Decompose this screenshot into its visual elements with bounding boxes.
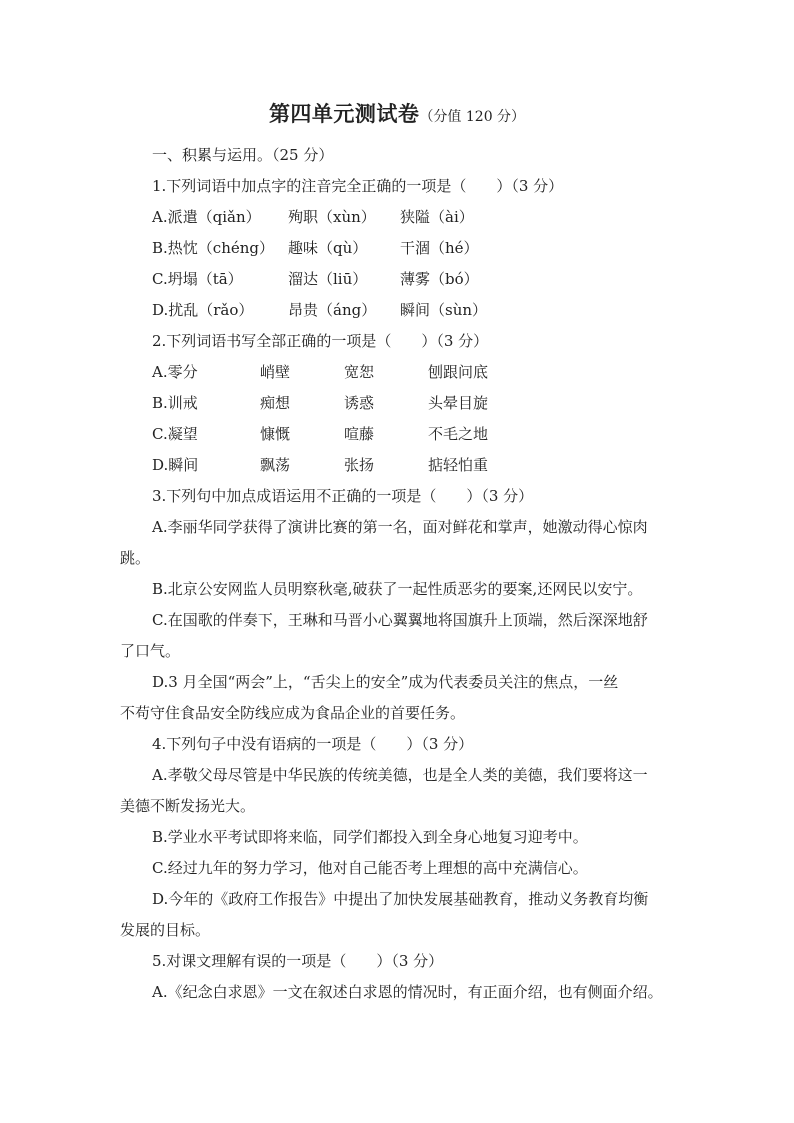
q5-stem: 5.对课文理解有误的一项是（ ）（3 分） — [152, 952, 444, 970]
q2-option-b-4: 头晕目旋 — [428, 394, 489, 412]
q1-option-c-2: 溜达（liū） — [288, 270, 368, 288]
q1-option-d-2: 昂贵（áng） — [288, 301, 377, 319]
q2-option-d-2: 飘荡 — [260, 456, 291, 474]
q1-option-a-3: 狭隘（ài） — [400, 208, 474, 226]
q2-option-c-4: 不毛之地 — [428, 425, 489, 443]
q2-option-c-2: 慷慨 — [260, 425, 291, 443]
q2-option-d-4: 掂轻怕重 — [428, 456, 489, 474]
q2-option-c-1: C.凝望 — [152, 425, 198, 443]
exam-title-main: 第四单元测试卷 — [268, 101, 420, 126]
q1-option-d-1: D.扰乱（rǎo） — [152, 301, 254, 319]
q3-option-c: C.在国歌的伴奏下，王琳和马晋小心翼翼地将国旗升上顶端，然后深深地舒 — [152, 611, 648, 629]
q2-option-a-4: 刨跟问底 — [428, 363, 489, 381]
q4-option-c: C.经过九年的努力学习，他对自己能否考上理想的高中充满信心。 — [152, 859, 588, 877]
q4-option-b: B.学业水平考试即将来临，同学们都投入到全身心地复习迎考中。 — [152, 828, 588, 846]
q3-option-c-cont: 了口气。 — [120, 642, 181, 660]
q3-option-a: A.李丽华同学获得了演讲比赛的第一名，面对鲜花和掌声，她激动得心惊肉 — [152, 518, 648, 536]
q2-option-b-2: 痴想 — [260, 394, 291, 412]
q1-option-a-2: 殉职（xùn） — [288, 208, 376, 226]
q4-option-a-cont: 美德不断发扬光大。 — [120, 797, 256, 815]
q1-option-a-1: A.派遣（qiǎn） — [152, 208, 261, 226]
q2-option-d-3: 张扬 — [344, 456, 375, 474]
q2-option-a-3: 宽恕 — [344, 363, 375, 381]
q2-option-a-1: A.零分 — [152, 363, 198, 381]
q4-stem: 4.下列句子中没有语病的一项是（ ）（3 分） — [152, 735, 474, 753]
q3-option-b: B.北京公安网监人员明察秋毫,破获了一起性质恶劣的要案,还网民以安宁。 — [152, 580, 643, 598]
q3-option-d-cont: 不苟守住食品安全防线应成为食品企业的首要任务。 — [120, 704, 466, 722]
q3-option-d: D.3 月全国“两会”上，“舌尖上的安全”成为代表委员关注的焦点，一丝 — [152, 673, 619, 691]
q2-option-d-1: D.瞬间 — [152, 456, 199, 474]
q1-stem: 1.下列词语中加点字的注音完全正确的一项是（ ）（3 分） — [152, 177, 564, 195]
q1-option-b-3: 干涸（hé） — [400, 239, 479, 257]
q3-stem: 3.下列句中加点成语运用不正确的一项是（ ）（3 分） — [152, 487, 534, 505]
q1-option-b-1: B.热忱（chéng） — [152, 239, 274, 257]
q4-option-d-cont: 发展的目标。 — [120, 921, 211, 939]
q1-option-c-3: 薄雾（bó） — [400, 270, 479, 288]
q4-option-d: D.今年的《政府工作报告》中提出了加快发展基础教育，推动义务教育均衡 — [152, 890, 649, 908]
exam-title-score: （分值 120 分） — [419, 109, 526, 125]
q2-option-b-3: 诱惑 — [344, 394, 375, 412]
q2-option-b-1: B.训戒 — [152, 394, 198, 412]
section-heading: 一、积累与运用。（25 分） — [152, 146, 334, 164]
q3-option-a-cont: 跳。 — [120, 549, 151, 567]
q4-option-a: A.孝敬父母尽管是中华民族的传统美德，也是全人类的美德，我们要将这一 — [152, 766, 648, 784]
q1-option-b-2: 趣味（qù） — [288, 239, 368, 257]
q1-option-c-1: C.坍塌（tā） — [152, 270, 243, 288]
q5-option-a: A.《纪念白求恩》一文在叙述白求恩的情况时，有正面介绍，也有侧面介绍。 — [152, 983, 663, 1001]
exam-title — [0, 100, 794, 131]
q2-stem: 2.下列词语书写全部正确的一项是（ ）（3 分） — [152, 332, 489, 350]
q2-option-a-2: 峭壁 — [260, 363, 291, 381]
q1-option-d-3: 瞬间（sùn） — [400, 301, 488, 319]
q2-option-c-3: 喧藤 — [344, 425, 375, 443]
